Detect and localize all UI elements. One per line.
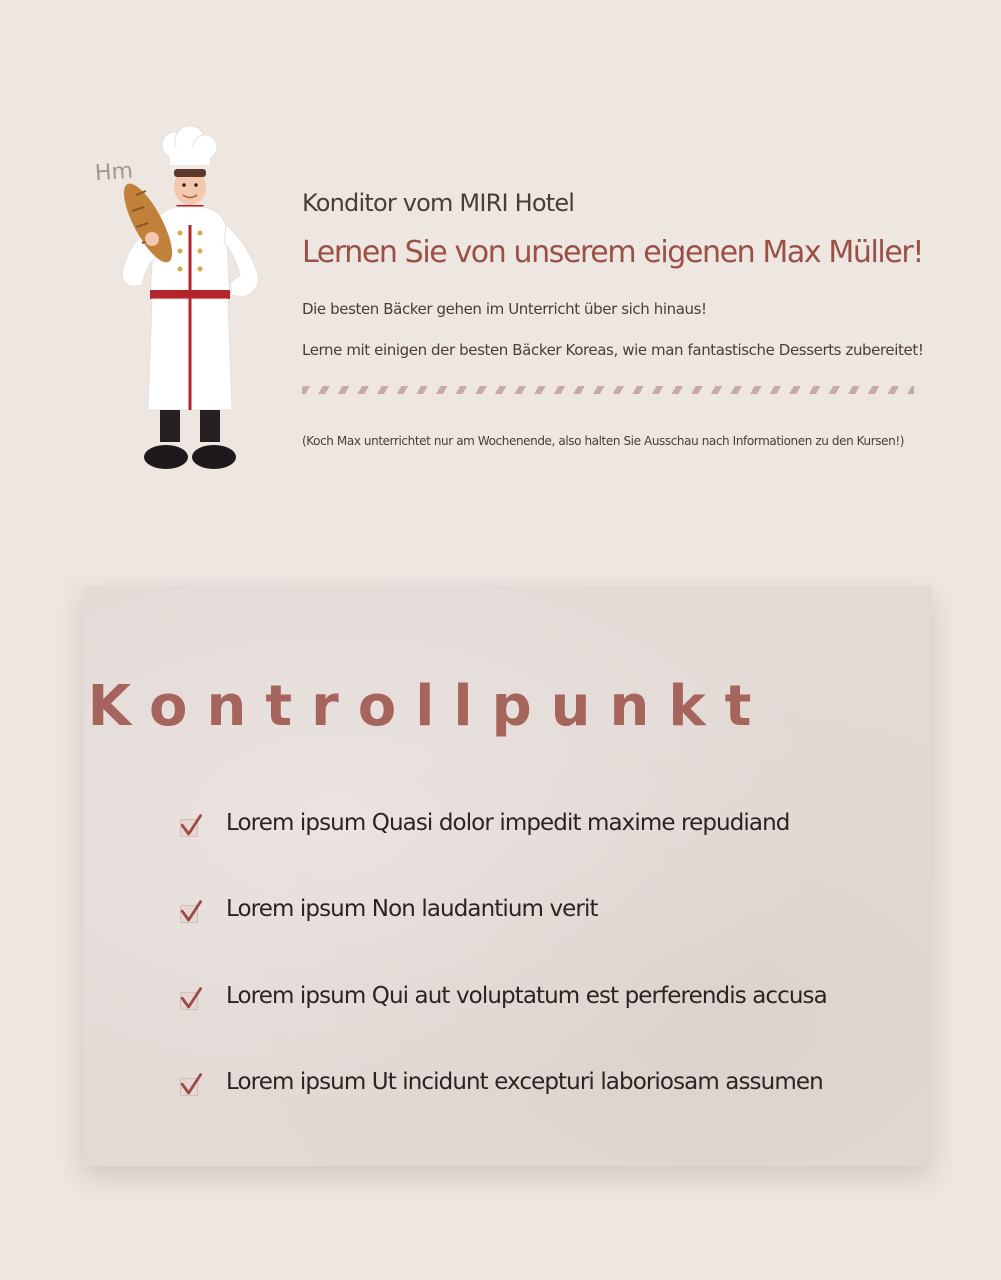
list-item — [175, 894, 895, 934]
hm-doodle: Hm — [94, 158, 134, 187]
checkpoint-item-text: Lorem ipsum Non laudantium verit — [226, 896, 598, 922]
subtitle: Konditor vom MIRI Hotel — [302, 189, 575, 217]
checkpoint-item-text: Lorem ipsum Quasi dolor impedit maxime repudiand — [226, 810, 790, 836]
checkpoint-item-text: Lorem ipsum Ut incidunt excepturi laboriosam assumen — [226, 1069, 823, 1095]
chef-hat-icon — [162, 126, 217, 171]
checkbox-checked-icon — [179, 987, 203, 1011]
schedule-note: (Koch Max unterrichtet nur am Wochenende, also halten Sie Ausschau nach Informationen zu den Kursen!) — [302, 434, 905, 448]
checkbox-checked-icon — [179, 900, 203, 924]
checkpoint-item-text: Lorem ipsum Qui aut voluptatum est perferendis accusa — [226, 983, 827, 1009]
intro-line-1: Die besten Bäcker gehen im Unterricht über sich hinaus! — [302, 300, 707, 318]
intro-section — [302, 185, 962, 448]
list-item — [175, 981, 895, 1021]
list-item — [175, 1067, 895, 1107]
headline: Lernen Sie von unserem eigenen Max Müller! — [302, 235, 923, 270]
checkbox-checked-icon — [179, 814, 203, 838]
intro-line-2: Lerne mit einigen der besten Bäcker Koreas, wie man fantastische Desserts zubereitet! — [302, 341, 924, 359]
checkpoint-title: Kontrollpunkt — [87, 674, 771, 739]
dashed-divider — [302, 386, 914, 394]
checkbox-checked-icon — [179, 1073, 203, 1097]
list-item — [175, 808, 895, 848]
